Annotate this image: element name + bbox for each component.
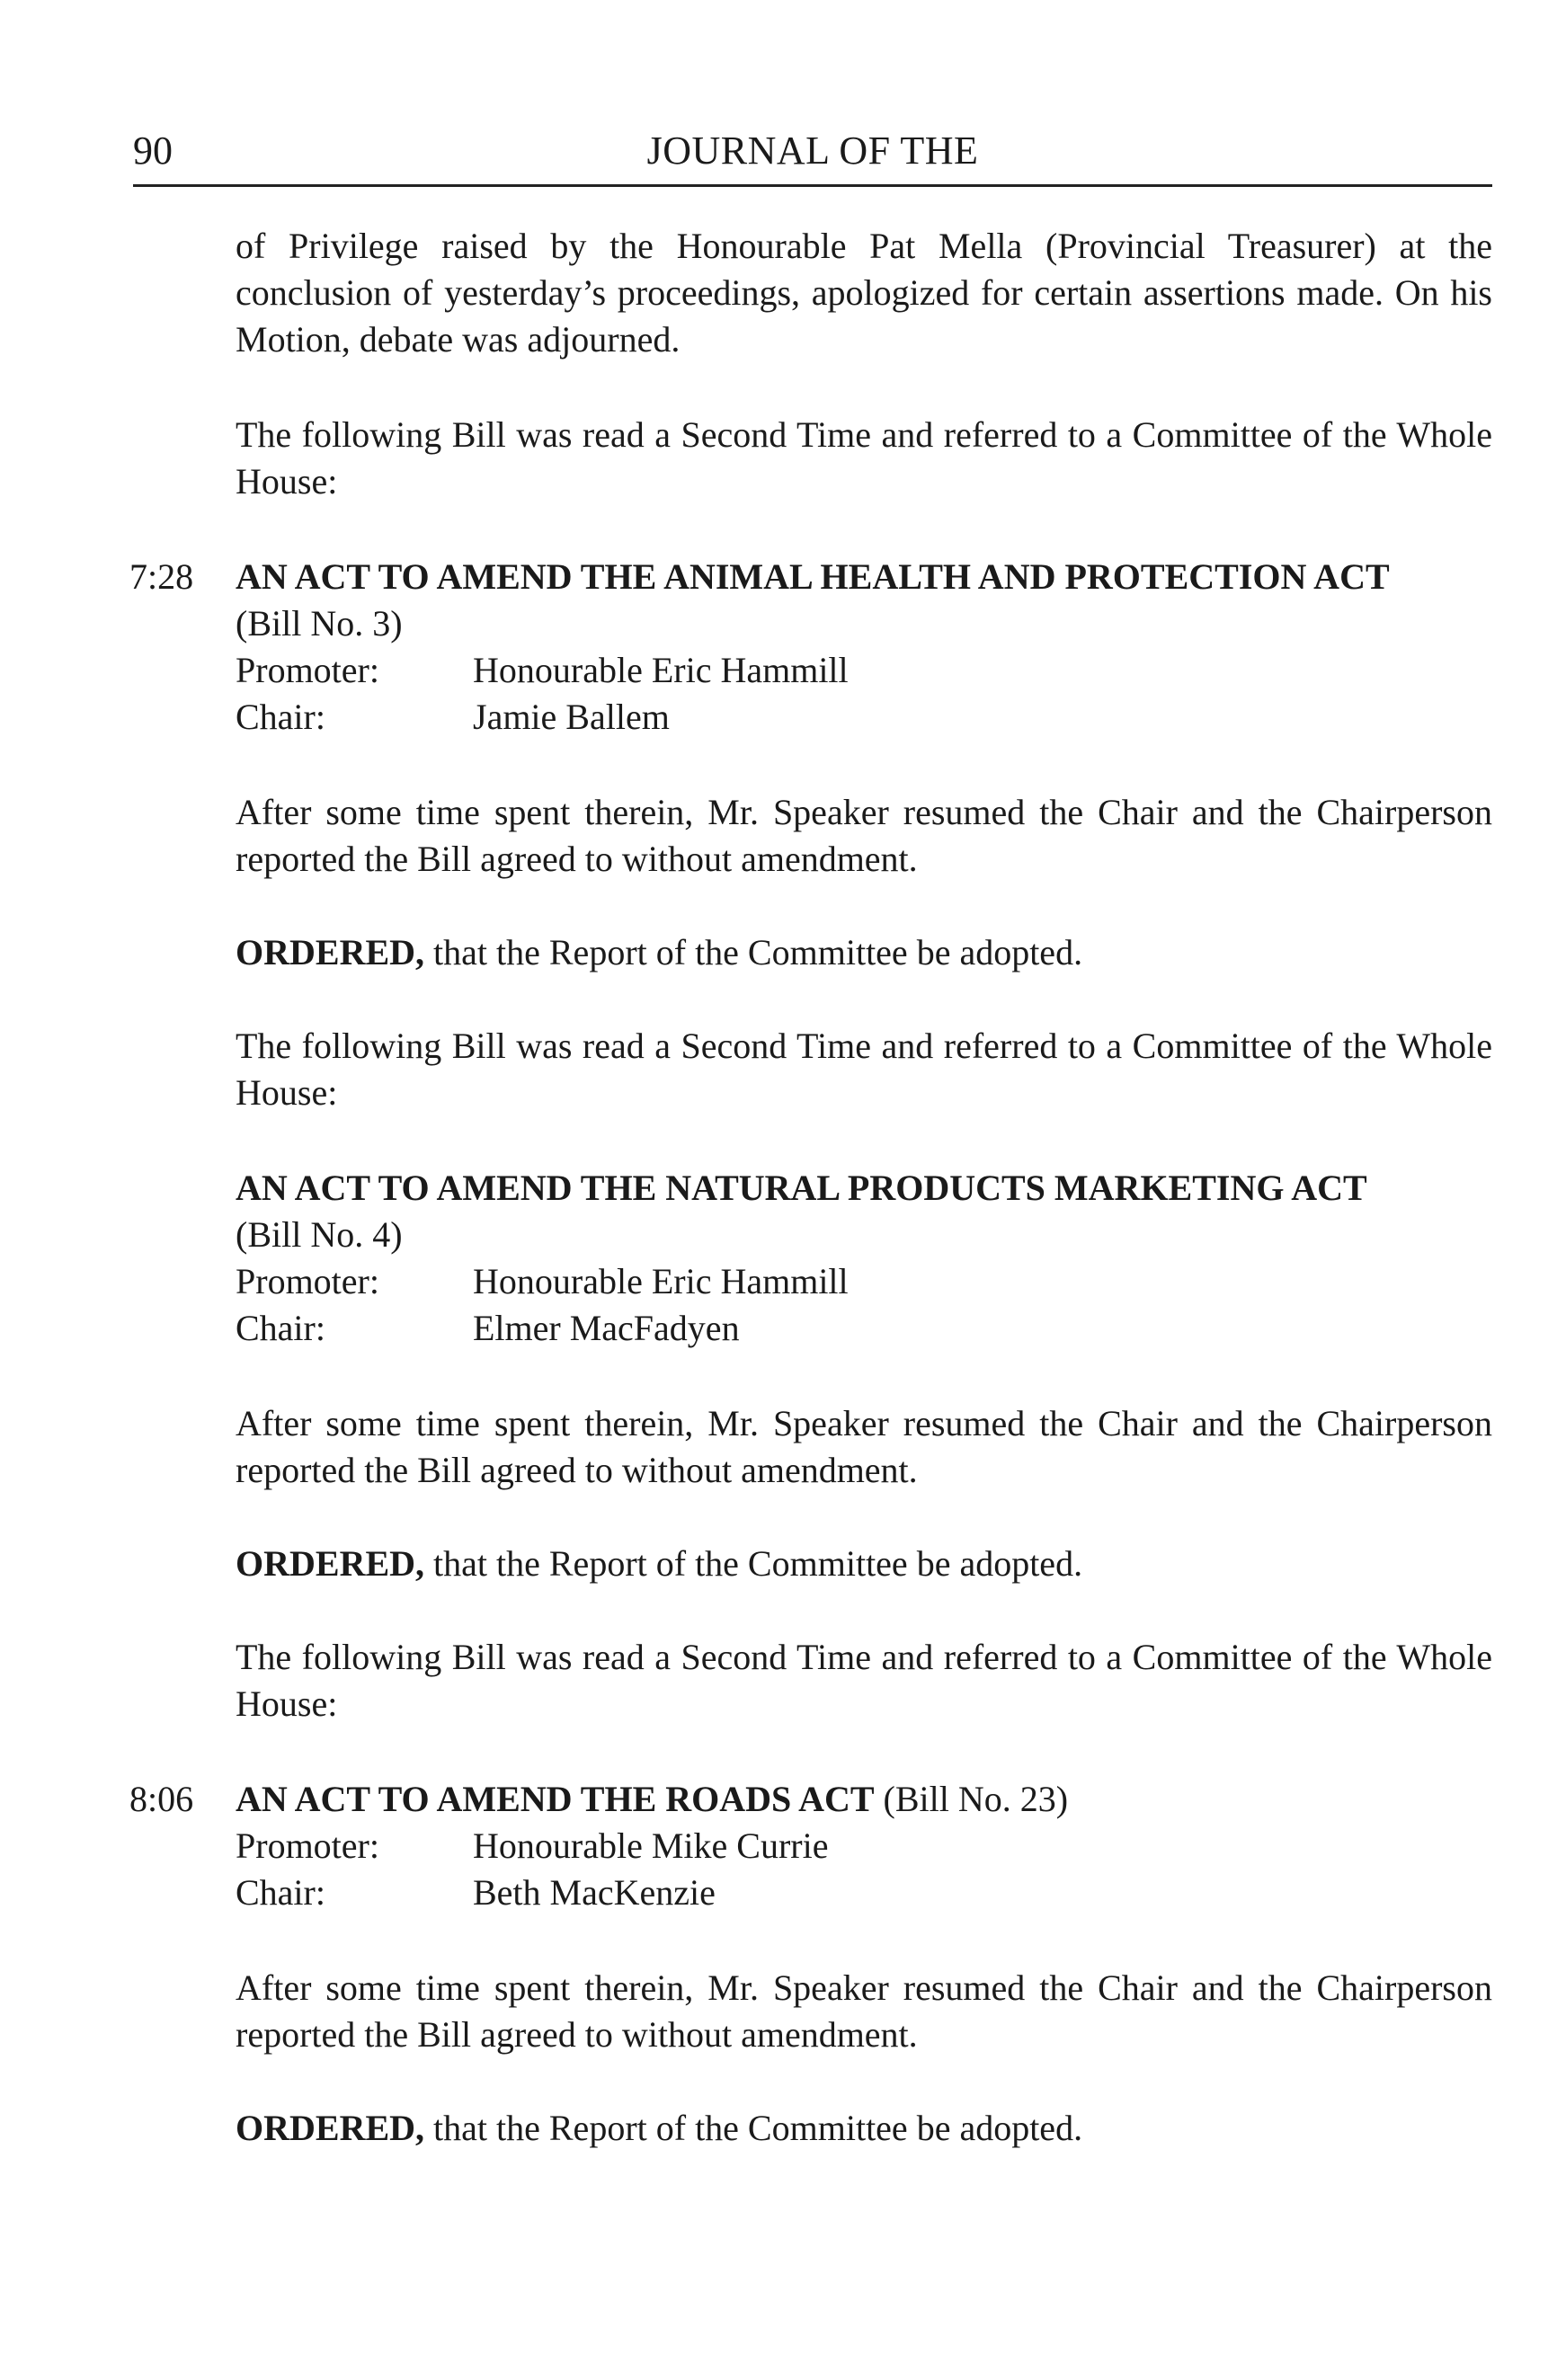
- promoter-name: Honourable Eric Hammill: [473, 650, 849, 690]
- act-title: AN ACT TO AMEND THE ROADS ACT: [236, 1779, 875, 1819]
- chair-name: Jamie Ballem: [473, 697, 670, 737]
- time-stamp: 8:06: [129, 1779, 194, 1819]
- bill-intro-text: The following Bill was read a Second Time and referred to a Committee of the Whole House:: [236, 414, 1492, 502]
- promoter-name: Honourable Mike Currie: [473, 1825, 829, 1866]
- bill-intro-text: The following Bill was read a Second Time and referred to a Committee of the Whole House:: [236, 1026, 1492, 1113]
- intro-paragraph: of Privilege raised by the Honourable Pat Mella (Provincial Treasurer) at the conclusion of yesterday’s proceedings, apologized for certain assertions made. On his Motion, debate was adjourned.: [236, 226, 1492, 360]
- promoter-label: Promoter:: [236, 650, 379, 690]
- bill-entry: [129, 554, 1492, 741]
- ordered-paragraph: [236, 1541, 1492, 1587]
- ordered-text: that the Report of the Committee be adopted.: [433, 2108, 1083, 2148]
- chair-label: Chair:: [236, 1872, 325, 1913]
- promoter-label: Promoter:: [236, 1825, 379, 1866]
- promoter-label: Promoter:: [236, 1261, 379, 1301]
- promoter-row: [236, 1823, 1492, 1869]
- ordered-text: that the Report of the Committee be adopted.: [433, 1543, 1083, 1584]
- ordered-keyword: ORDERED,: [236, 1543, 425, 1584]
- ordered-text: that the Report of the Committee be adopted.: [433, 932, 1083, 972]
- report-paragraph: After some time spent therein, Mr. Speaker resumed the Chair and the Chairperson reported the Bill agreed to without amendment.: [236, 1403, 1492, 1490]
- act-title: AN ACT TO AMEND THE ANIMAL HEALTH AND PROTECTION ACT: [236, 556, 1390, 597]
- report-paragraph: After some time spent therein, Mr. Speaker resumed the Chair and the Chairperson reported the Bill agreed to without amendment.: [236, 1967, 1492, 2055]
- bill-entry: [236, 1165, 1492, 1352]
- time-stamp: 7:28: [129, 556, 194, 597]
- bill-intro-text: The following Bill was read a Second Time and referred to a Committee of the Whole House:: [236, 1637, 1492, 1724]
- bill-number: (Bill No. 23): [883, 1779, 1069, 1819]
- bill-entry: [129, 1776, 1492, 1916]
- report-paragraph: After some time spent therein, Mr. Speaker resumed the Chair and the Chairperson reported the Bill agreed to without amendment.: [236, 792, 1492, 879]
- promoter-row: [236, 647, 1492, 694]
- act-title: AN ACT TO AMEND THE NATURAL PRODUCTS MARKETING ACT: [236, 1168, 1367, 1208]
- chair-label: Chair:: [236, 1308, 325, 1348]
- chair-label: Chair:: [236, 697, 325, 737]
- chair-name: Elmer MacFadyen: [473, 1308, 740, 1348]
- bill-number: (Bill No. 4): [236, 1214, 403, 1255]
- chair-row: [236, 1305, 1492, 1352]
- chair-row: [236, 694, 1492, 741]
- promoter-row: [236, 1258, 1492, 1305]
- chair-name: Beth MacKenzie: [473, 1872, 716, 1913]
- ordered-paragraph: [236, 929, 1492, 976]
- ordered-paragraph: [236, 2105, 1492, 2152]
- journal-body: [129, 223, 1492, 2152]
- running-head: JOURNAL OF THE: [646, 129, 979, 173]
- ordered-keyword: ORDERED,: [236, 932, 425, 972]
- promoter-name: Honourable Eric Hammill: [473, 1261, 849, 1301]
- page-header: [133, 124, 1492, 185]
- chair-row: [236, 1869, 1492, 1916]
- header-rule: [133, 184, 1492, 187]
- ordered-keyword: ORDERED,: [236, 2108, 425, 2148]
- bill-number: (Bill No. 3): [236, 603, 403, 644]
- page-number: 90: [133, 129, 173, 173]
